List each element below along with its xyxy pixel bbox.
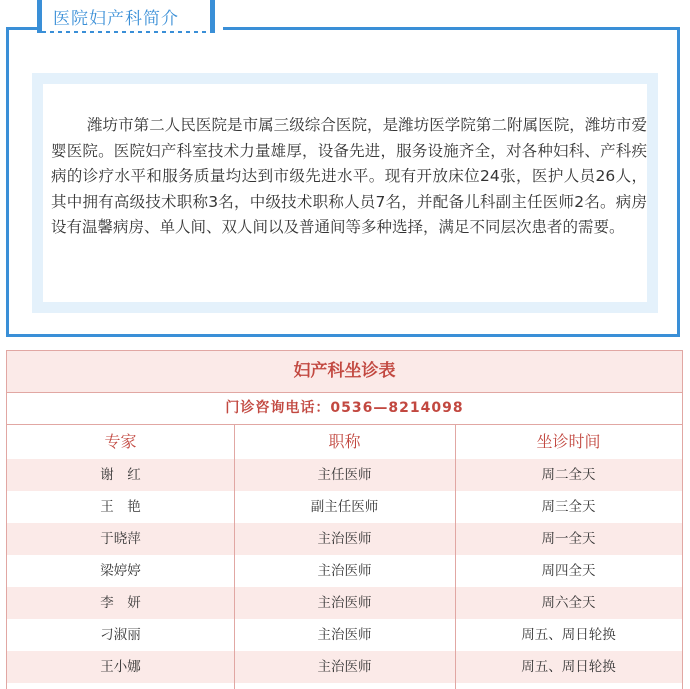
clinic-time: 周五、周日轮换: [521, 659, 616, 675]
doctor-name: 梁婷婷: [100, 563, 141, 579]
table-row: [7, 459, 682, 491]
column-divider: [234, 425, 235, 689]
doctor-name: 谢 红: [100, 467, 141, 483]
doctor-name: 刁淑丽: [100, 627, 141, 643]
doctor-name: 王 艳: [100, 499, 141, 515]
title-right-bar: [210, 0, 215, 33]
header-title: 职称: [328, 432, 361, 451]
title-left-bar: [37, 0, 42, 33]
doctor-title: 主治医师: [317, 563, 372, 579]
clinic-time: 周一全天: [541, 531, 596, 547]
section-title-tab: [37, 0, 215, 33]
intro-box: [32, 73, 658, 313]
doctor-title: 主任医师: [317, 467, 372, 483]
table-row: [7, 491, 682, 523]
clinic-time: 周二全天: [541, 467, 596, 483]
intro-box-inner: [43, 84, 647, 302]
doctor-title: 副主任医师: [310, 499, 379, 515]
clinic-time: 周四全天: [541, 563, 596, 579]
doctor-title: 主治医师: [317, 659, 372, 675]
title-dotted-underline: [42, 31, 210, 33]
column-divider: [455, 425, 456, 689]
doctor-title: 主治医师: [317, 531, 372, 547]
table-row: [7, 555, 682, 587]
doctor-title: 主治医师: [317, 595, 372, 611]
table-row: [7, 523, 682, 555]
table-row: [7, 651, 682, 683]
schedule-rows: [7, 459, 682, 683]
section-title: 医院妇产科简介: [53, 9, 179, 29]
clinic-time: 周六全天: [541, 595, 596, 611]
intro-paragraph: 潍坊市第二人民医院是市属三级综合医院，是潍坊医学院第二附属医院，潍坊市爱婴医院。医院妇产科室技术力量雄厚，设备先进，服务设施齐全，对各种妇科、产科疾病的诊疗水平和服务质量均达到市级先进水平。现有开放床位24张，医护人员26人，其中拥有高级技术职称3名，中级技术职称人员7名，并配备儿科副主任医师2名。病房设有温馨病房、单人间、双人间以及普通间等多种选择，满足不同层次患者的需要。: [51, 116, 647, 236]
doctor-name: 李 妍: [100, 595, 141, 611]
table-row: [7, 587, 682, 619]
schedule-title: 妇产科坐诊表: [7, 351, 682, 393]
table-row: [7, 619, 682, 651]
doctor-title: 主治医师: [317, 627, 372, 643]
doctor-name: 王小娜: [100, 659, 141, 675]
clinic-time: 周三全天: [541, 499, 596, 515]
consult-phone: 门诊咨询电话：0536—8214098: [7, 393, 682, 425]
clinic-time: 周五、周日轮换: [521, 627, 616, 643]
doctor-name: 于晓萍: [100, 531, 141, 547]
header-expert: 专家: [104, 432, 137, 451]
header-schedule: 坐诊时间: [536, 432, 601, 451]
frame-top-right-border: [223, 27, 677, 30]
schedule-table: [6, 350, 683, 689]
